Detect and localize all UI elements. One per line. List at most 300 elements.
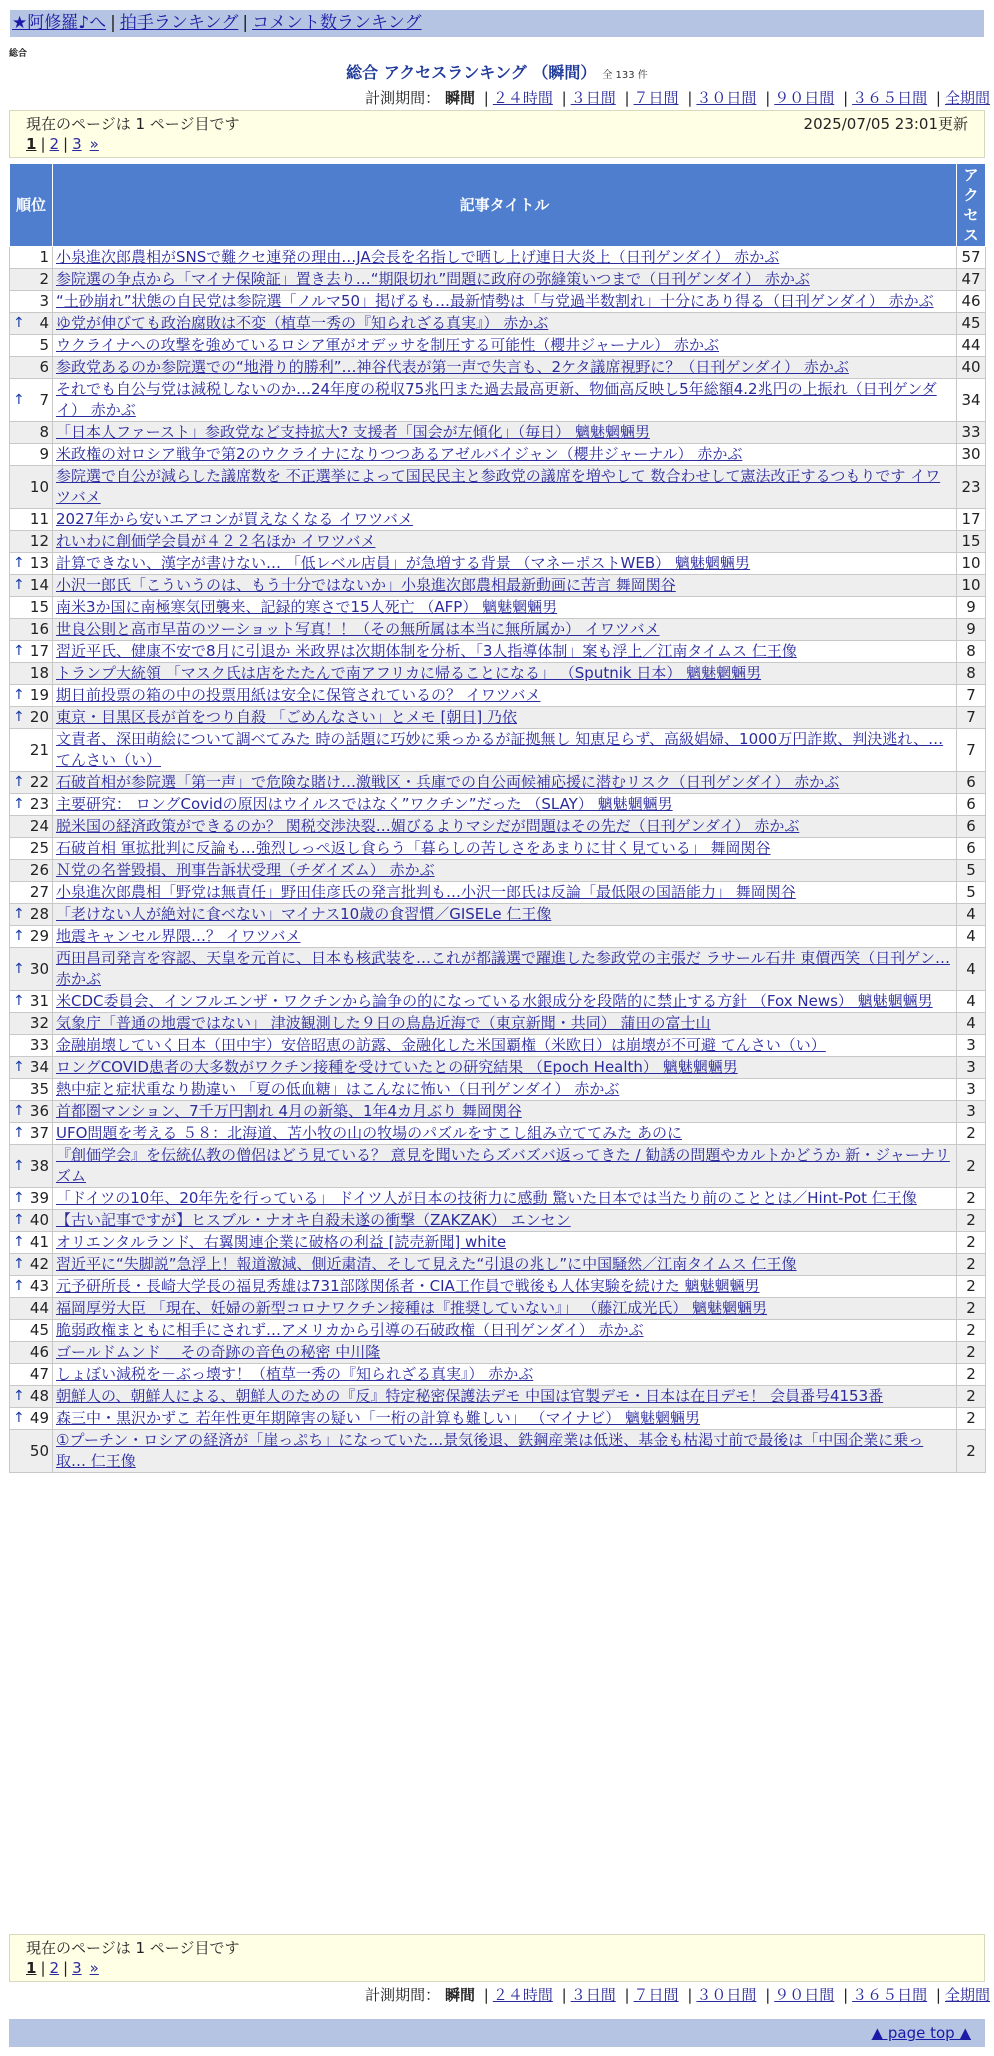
article-title-link[interactable]: UFO問題を考える ５８：北海道、苫小牧の山の牧場のパズルをすこし組み立ててみた あのに [56,1124,682,1142]
title-cell [53,1232,957,1254]
title-cell [53,882,957,904]
rank-cell [10,729,53,772]
rank-up-arrow-icon: ↑ [13,577,25,593]
article-title-link[interactable]: Ｎ党の名誉毀損、刑事告訴状受理（チダイズム） 赤かぶ [56,861,435,879]
article-title-link[interactable]: 「ドイツの10年、20年先を行っている」 ドイツ人が日本の技術力に感動 驚いた日本では当たり前のこととは／Hint-Pot 仁王像 [56,1189,917,1207]
title-cell [53,575,957,597]
rank-number: 19 [29,686,49,704]
rank-number: 36 [29,1102,49,1120]
article-title-link[interactable]: 西田昌司発言を容認、天皇を元首に、日本も核武装を…これが都議選で躍進した参政党の主張だ ラサール石井 東價西笑（日刊ゲン… 赤かぶ [56,949,950,988]
title-cell [53,926,957,948]
rank-cell [10,1386,53,1408]
access-count: 15 [957,531,986,553]
rank-cell [10,335,53,357]
rank-cell [10,663,53,685]
title-cell [53,1079,957,1101]
table-row [10,335,986,357]
table-row [10,948,986,991]
page-title: 総合 アクセスランキング （瞬間） [346,63,597,82]
rank-cell [10,379,53,422]
article-title-link[interactable]: 参院選で自公が減らした議席数を 不正選挙によって国民民主と参政党の議席を増やして 数合わせして憲法改正するつもりです イワツバメ [56,467,941,506]
title-cell [53,772,957,794]
rank-up-arrow-icon: ↑ [13,796,25,812]
rank-number: 34 [29,1058,49,1076]
rank-up-arrow-icon: ↑ [13,928,25,944]
article-title-link[interactable]: 脆弱政権まともに相手にされず…アメリカから引導の石破政権（日刊ゲンダイ） 赤かぶ [56,1321,644,1339]
access-count: 6 [957,794,986,816]
table-row [10,379,986,422]
pager-link-3[interactable]: 3 [72,1959,82,1977]
title-cell [53,247,957,269]
period-link-all[interactable]: 全期間 [944,1986,990,2004]
access-count: 2 [957,1123,986,1145]
title-cell [53,531,957,553]
access-count: 9 [957,597,986,619]
table-row [10,247,986,269]
period-link-7d[interactable]: ７日間 [633,89,679,107]
article-title-link[interactable]: 福岡厚労大臣 「現在、妊婦の新型コロナワクチン接種は『推奨していない』」 （藤江成光氏） 魑魅魍魎男 [56,1299,768,1317]
title-cell [53,597,957,619]
rank-cell [10,1298,53,1320]
rank-number: 5 [39,336,49,354]
table-row [10,1013,986,1035]
total-count: 全 133 件 [602,70,648,81]
pager-current-page: 1 [26,1959,37,1977]
rank-number: 18 [29,664,49,682]
table-row [10,466,986,509]
title-cell [53,379,957,422]
rank-number: 16 [29,620,49,638]
article-title-link[interactable]: 「日本人ファースト」参政党など支持拡大? 支援者「国会が左傾化」（毎日） 魑魅魍魎男 [56,423,650,441]
access-count: 2 [957,1232,986,1254]
article-title-link[interactable]: 小泉進次郎農相「野党は無責任」野田佳彦氏の発言批判も…小沢一郎氏は反論「最低限の国語能力」 舞岡関谷 [56,883,796,901]
rank-number: 14 [29,576,49,594]
access-count: 40 [957,357,986,379]
title-cell [53,1145,957,1188]
rank-number: 9 [39,445,49,463]
rank-cell [10,269,53,291]
article-title-link[interactable]: 気象庁「普通の地震ではない」 津波観測した９日の鳥島近海で（東京新聞・共同） 蒲田の富士山 [56,1014,711,1032]
rank-number: 10 [29,477,49,496]
access-count: 2 [957,1364,986,1386]
rank-number: 2 [39,270,49,288]
rank-number: 45 [29,1321,49,1339]
access-count: 30 [957,444,986,466]
pager-next[interactable]: » [89,135,99,153]
rank-number: 6 [39,358,49,376]
title-cell [53,422,957,444]
rank-up-arrow-icon: ↑ [13,687,25,703]
rank-number: 23 [29,795,49,813]
rank-cell [10,816,53,838]
table-row [10,269,986,291]
rank-up-arrow-icon: ↑ [13,1157,25,1174]
category-tag: 総合 [9,49,28,59]
title-cell [53,444,957,466]
table-row [10,860,986,882]
access-count: 4 [957,1013,986,1035]
rank-cell [10,948,53,991]
table-row [10,904,986,926]
rank-number: 11 [29,510,49,528]
access-count: 8 [957,663,986,685]
period-link-24h[interactable]: ２４時間 [492,89,553,107]
pager-link-2[interactable]: 2 [49,135,60,153]
pager-link-2[interactable]: 2 [49,1959,60,1977]
article-title-link[interactable]: トランプ大統領 「マスク氏は店をたたんで南アフリカに帰ることになる」 （Sputnik 日本） 魑魅魍魎男 [56,664,762,682]
access-count: 6 [957,772,986,794]
nav-link-comment-ranking[interactable]: コメント数ランキング [252,13,422,33]
title-cell [53,1123,957,1145]
title-cell [53,291,957,313]
rank-up-arrow-icon: ↑ [13,709,25,725]
article-title-link[interactable]: 脱米国の経済政策ができるのか？ 関税交渉決裂…媚びるよりマシだが問題はその先だ（日刊ゲンダイ） 赤かぶ [56,817,800,835]
rank-cell [10,422,53,444]
updated-timestamp: 2025/07/05 23:01更新 [803,115,968,133]
title-cell [53,313,957,335]
nav-link-applause-ranking[interactable]: 拍手ランキング [119,13,239,33]
rank-number: 28 [29,905,49,923]
period-link-90d[interactable]: ９０日間 [774,1986,835,2004]
access-count: 3 [957,1079,986,1101]
table-row [10,1145,986,1188]
header-access: アクセス [957,164,986,247]
rank-up-arrow-icon: ↑ [13,1125,25,1141]
article-title-link[interactable]: 米CDC委員会、インフルエンザ・ワクチンから論争の的になっている水銀成分を段階的に禁止する方針 （Fox News） 魑魅魍魎男 [56,992,933,1010]
title-cell [53,948,957,991]
rank-number: 43 [29,1277,49,1295]
article-title-link[interactable]: 計算できない、漢字が書けない… 「低レベル店員」が急増する背景 （マネーポストWEB） 魑魅魍魎男 [56,554,750,572]
access-count: 2 [957,1210,986,1232]
table-row [10,1188,986,1210]
rank-cell [10,1145,53,1188]
period-link-all[interactable]: 全期間 [944,89,990,107]
access-count: 4 [957,948,986,991]
access-count: 6 [957,816,986,838]
rank-up-arrow-icon: ↑ [13,1388,25,1404]
table-row [10,553,986,575]
table-row [10,1035,986,1057]
access-count: 5 [957,882,986,904]
ranking-table [9,163,986,1473]
rank-cell [10,466,53,509]
pager-current-page: 1 [26,135,37,153]
access-count: 2 [957,1188,986,1210]
title-cell [53,466,957,509]
rank-cell [10,1079,53,1101]
table-row [10,509,986,531]
access-count: 45 [957,313,986,335]
rank-number: 7 [39,390,49,409]
rank-number: 40 [29,1211,49,1229]
rank-number: 1 [39,248,49,266]
rank-cell [10,1276,53,1298]
period-label: 計測期間： [365,1986,441,2004]
access-count: 17 [957,509,986,531]
article-title-link[interactable]: それでも自公与党は減税しないのか…24年度の税収75兆円また過去最高更新、物価高反映し5年総額4.2兆円の上振れ（日刊ゲンダイ） 赤かぶ [56,380,937,419]
article-title-link[interactable]: 小沢一郎氏「こういうのは、もう十分ではないか」小泉進次郎農相最新動画に苦言 舞岡関谷 [56,576,676,594]
rank-number: 26 [29,861,49,879]
access-count: 2 [957,1254,986,1276]
rank-up-arrow-icon: ↑ [13,1410,25,1426]
table-row [10,1298,986,1320]
rank-up-arrow-icon: ↑ [13,906,25,922]
article-title-link[interactable]: “土砂崩れ”状態の自民党は参院選「ノルマ50」掲げるも…最新情勢は「与党過半数割れ」十分にあり得る（日刊ゲンダイ） 赤かぶ [56,292,934,310]
rank-up-arrow-icon: ↑ [13,643,25,659]
rank-number: 33 [29,1036,49,1054]
rank-cell [10,597,53,619]
article-title-link[interactable]: ロングCOVID患者の大多数がワクチン接種を受けていたとの研究結果 （Epoch Health） 魑魅魍魎男 [56,1058,738,1076]
rank-number: 47 [29,1365,49,1383]
title-cell [53,1386,957,1408]
article-title-link[interactable]: 習近平氏、健康不安で8月に引退か 米政界は次期体制を分析、「3人指導体制」案も浮上／江南タイムス 仁王像 [56,642,797,660]
rank-cell [10,575,53,597]
rank-number: 48 [29,1387,49,1405]
article-title-link[interactable]: ①プーチン・ロシアの経済が「崖っぷち」になっていた…景気後退、鉄鋼産業は低迷、基金も枯渇寸前で最後は「中国企業に乗っ取… 仁王像 [56,1431,924,1470]
period-current: 瞬間 [444,89,475,107]
rank-number: 30 [29,959,49,978]
table-row [10,1057,986,1079]
rank-up-arrow-icon: ↑ [13,1278,25,1294]
rank-up-arrow-icon: ↑ [13,960,25,977]
rank-cell [10,1210,53,1232]
title-cell [53,1101,957,1123]
article-title-link[interactable]: 石破首相が参院選「第一声」で危険な賭け…激戦区・兵庫での自公両候補応援に潜むリスク（日刊ゲンダイ） 赤かぶ [56,773,840,791]
table-row [10,357,986,379]
rank-cell [10,1101,53,1123]
title-cell [53,904,957,926]
table-row [10,685,986,707]
rank-up-arrow-icon: ↑ [13,1256,25,1272]
rank-cell [10,553,53,575]
article-title-link[interactable]: 熱中症と症状重なり勘違い 「夏の低血糖」はこんなに怖い（日刊ゲンダイ） 赤かぶ [56,1080,620,1098]
title-cell [53,838,957,860]
article-title-link[interactable]: ゴールドムンド ＿その奇跡の音色の秘密 中川隆 [56,1343,381,1361]
rank-cell [10,641,53,663]
period-link-90d[interactable]: ９０日間 [774,89,835,107]
rank-cell [10,904,53,926]
rank-number: 50 [29,1441,49,1460]
rank-number: 15 [29,598,49,616]
article-title-link[interactable]: 森三中・黒沢かずこ 若年性更年期障害の疑い「一桁の計算も難しい」 （マイナビ） 魑魅魍魎男 [56,1409,701,1427]
rank-number: 37 [29,1124,49,1142]
table-row [10,1254,986,1276]
rank-cell [10,1320,53,1342]
rank-cell [10,357,53,379]
title-cell [53,729,957,772]
table-row [10,575,986,597]
article-title-link[interactable]: 首都圏マンション、7千万円割れ 4月の新築、1年4カ月ぶり 舞岡関谷 [56,1102,522,1120]
rank-up-arrow-icon: ↑ [13,1234,25,1250]
article-title-link[interactable]: ゆ党が伸びても政治腐敗は不変（植草一秀の『知られざる真実』） 赤かぶ [56,314,549,332]
rank-cell [10,619,53,641]
period-link-24h[interactable]: ２４時間 [492,1986,553,2004]
nav-separator: | [110,13,116,33]
rank-number: 24 [29,817,49,835]
table-row [10,1342,986,1364]
access-count: 3 [957,1101,986,1123]
article-title-link[interactable]: 地震キャンセル界隈…？ イワツバメ [56,927,301,945]
rank-cell [10,685,53,707]
article-title-link[interactable]: 東京・目黒区長が首をつり自殺 「ごめんなさい」とメモ [朝日] 乃依 [56,708,518,726]
access-count: 4 [957,991,986,1013]
article-title-link[interactable]: 【古い記事ですが】ヒスブル・ナオキ自殺未遂の衝撃（ZAKZAK） エンセン [56,1211,571,1229]
top-navigation [10,10,984,37]
table-row [10,531,986,553]
table-row [10,1123,986,1145]
title-cell [53,707,957,729]
access-count: 7 [957,685,986,707]
rank-cell [10,1254,53,1276]
article-title-link[interactable]: ウクライナへの攻撃を強めているロシア軍がオデッサを制圧する可能性（櫻井ジャーナル） 赤かぶ [56,336,719,354]
rank-cell [10,509,53,531]
period-selector-bottom: 計測期間： 瞬間 | ２４時間 | ３日間 | ７日間 | ３０日間 | ９０日間 | ３６５日間 | 全期間 [365,1986,990,2004]
pager-link-3[interactable]: 3 [72,135,82,153]
rank-number: 29 [29,927,49,945]
footer-bar [9,2019,985,2047]
period-link-365d[interactable]: ３６５日間 [852,1986,928,2004]
rank-up-arrow-icon: ↑ [13,1212,25,1228]
access-count: 5 [957,860,986,882]
rank-number: 46 [29,1343,49,1361]
article-title-link[interactable]: 米政権の対ロシア戦争で第2のウクライナになりつつあるアゼルバイジャン（櫻井ジャーナル） 赤かぶ [56,445,743,463]
table-row [10,1430,986,1473]
current-page-text: 現在のページは 1 ページ目です [26,1939,240,1957]
article-title-link[interactable]: 元予研所長・長崎大学長の福見秀雄は731部隊関係者・CIA工作員で戦後も人体実験を続けた 魑魅魍魎男 [56,1277,760,1295]
rank-number: 27 [29,883,49,901]
access-count: 7 [957,729,986,772]
period-link-30d[interactable]: ３０日間 [696,89,757,107]
table-row [10,816,986,838]
table-row [10,991,986,1013]
article-title-link[interactable]: 2027年から安いエアコンが買えなくなる イワツバメ [56,510,413,528]
table-row [10,1276,986,1298]
nav-link-asyura[interactable]: ★阿修羅♪へ [12,13,107,33]
table-row [10,1079,986,1101]
rank-number: 4 [39,314,49,332]
ranking-body [10,247,986,1473]
access-count: 44 [957,335,986,357]
access-count: 4 [957,926,986,948]
title-cell [53,1408,957,1430]
access-count: 2 [957,1386,986,1408]
article-title-link[interactable]: 石破首相 軍拡批判に反論も…強烈しっぺ返し食らう「暮らしの苦しさをあまりに甘く見ている」 舞岡関谷 [56,839,771,857]
table-row [10,1232,986,1254]
period-link-30d[interactable]: ３０日間 [696,1986,757,2004]
access-count: 2 [957,1408,986,1430]
rank-up-arrow-icon: ↑ [13,993,25,1009]
rank-cell [10,882,53,904]
table-row [10,1210,986,1232]
article-title-link[interactable]: 小泉進次郎農相がSNSで難クセ連発の理由…JA会長を名指しで晒し上げ連日大炎上（日刊ゲンダイ） 赤かぶ [56,248,780,266]
article-title-link[interactable]: 参政党あるのか参院選での“地滑り的勝利”…神谷代表が第一声で失言も、2ケタ議席視野に？（日刊ゲンダイ） 赤かぶ [56,358,849,376]
article-title-link[interactable]: 朝鮮人の、朝鮮人による、朝鮮人のための『反』特定秘密保護法デモ 中国は官製デモ・日本は在日デモ！ 会員番号4153番 [56,1387,884,1405]
table-row [10,641,986,663]
table-row [10,313,986,335]
article-title-link[interactable]: 金融崩壊していく日本（田中宇）安倍昭恵の訪露、金融化した米国覇権（米欧日）は崩壊が不可避 てんさい（い） [56,1036,826,1054]
rank-cell [10,794,53,816]
title-cell [53,641,957,663]
rank-number: 8 [39,423,49,441]
article-title-link[interactable]: 参院選の争点から「マイナ保険証」置き去り…“期限切れ”問題に政府の弥縫策いつまで（日刊ゲンダイ） 赤かぶ [56,270,810,288]
rank-number: 38 [29,1156,49,1175]
header-title: 記事タイトル [53,164,957,247]
title-cell [53,860,957,882]
period-selector-top: 計測期間： 瞬間 | ２４時間 | ３日間 | ７日間 | ３０日間 | ９０日間 | ３６５日間 | 全期間 [365,89,990,107]
rank-up-arrow-icon: ↑ [13,555,25,571]
article-title-link[interactable]: 南米3か国に南極寒気団襲来、記録的寒さで15人死亡 （AFP） 魑魅魍魎男 [56,598,558,616]
article-title-link[interactable]: オリエンタルランド、右翼関連企業に破格の利益 [読売新聞] white [56,1233,507,1251]
period-current: 瞬間 [444,1986,475,2004]
rank-cell [10,1342,53,1364]
title-cell [53,553,957,575]
period-link-7d[interactable]: ７日間 [633,1986,679,2004]
title-cell [53,794,957,816]
title-cell [53,991,957,1013]
rank-number: 12 [29,532,49,550]
title-cell [53,1035,957,1057]
title-cell [53,357,957,379]
article-title-link[interactable]: 習近平に“失脚説”急浮上！報道激減、側近粛清、そして見えた“引退の兆し”に中国騒然／江南タイムス 仁王像 [56,1255,797,1273]
rank-up-arrow-icon: ↑ [13,1190,25,1206]
period-link-3d[interactable]: ３日間 [570,89,616,107]
table-row [10,1408,986,1430]
page-top-link[interactable]: ▲ page top ▲ [871,2024,971,2042]
rank-cell [10,1188,53,1210]
rank-cell [10,1430,53,1473]
table-row [10,772,986,794]
period-link-3d[interactable]: ３日間 [570,1986,616,2004]
rank-number: 22 [29,773,49,791]
access-count: 2 [957,1342,986,1364]
rank-cell [10,1123,53,1145]
title-cell [53,1364,957,1386]
period-label: 計測期間： [365,89,441,107]
table-row [10,794,986,816]
article-title-link[interactable]: 主要研究： ロングCovidの原因はウイルスではなく”ワクチン”だった （SLAY） 魑魅魍魎男 [56,795,673,813]
article-title-link[interactable]: れいわに創価学会員が４２２名ほか イワツバメ [56,532,376,550]
article-title-link[interactable]: 世良公則と高市早苗のツーショット写真！！（その無所属は本当に無所属か） イワツバメ [56,620,660,638]
title-cell [53,509,957,531]
table-row [10,663,986,685]
table-row [10,729,986,772]
pager-next[interactable]: » [89,1959,99,1977]
article-title-link[interactable]: 『創価学会』を伝統仏教の僧侶はどう見ている？ 意見を聞いたらズバズバ返ってきた / 勧誘の問題やカルトかどうか 新・ジャーナリズム [56,1146,950,1185]
access-count: 2 [957,1320,986,1342]
access-count: 46 [957,291,986,313]
period-link-365d[interactable]: ３６５日間 [852,89,928,107]
table-row [10,422,986,444]
rank-cell [10,1057,53,1079]
table-row [10,1320,986,1342]
rank-number: 44 [29,1299,49,1317]
rank-up-arrow-icon: ↑ [13,315,25,331]
access-count: 10 [957,553,986,575]
article-title-link[interactable]: 文責者、深田萌絵について調べてみた 時の話題に巧妙に乗っかるが証拠無し 知恵足らず、高級娼婦、1000万円詐欺、判決逃れ、… てんさい（い） [56,730,944,769]
article-title-link[interactable]: しょぼい減税を－ぶっ壊す！（植草一秀の『知られざる真実』） 赤かぶ [56,1365,534,1383]
table-row [10,619,986,641]
table-row [10,1386,986,1408]
access-count: 47 [957,269,986,291]
article-title-link[interactable]: 期日前投票の箱の中の投票用紙は安全に保管されているの？ イワツバメ [56,686,541,704]
title-cell [53,1342,957,1364]
article-title-link[interactable]: 「老けない人が絶対に食べない」マイナス10歳の食習慣／GISELe 仁王像 [56,905,552,923]
table-row [10,1364,986,1386]
rank-cell [10,926,53,948]
title-cell [53,335,957,357]
page-title-block [0,60,994,83]
access-count: 8 [957,641,986,663]
